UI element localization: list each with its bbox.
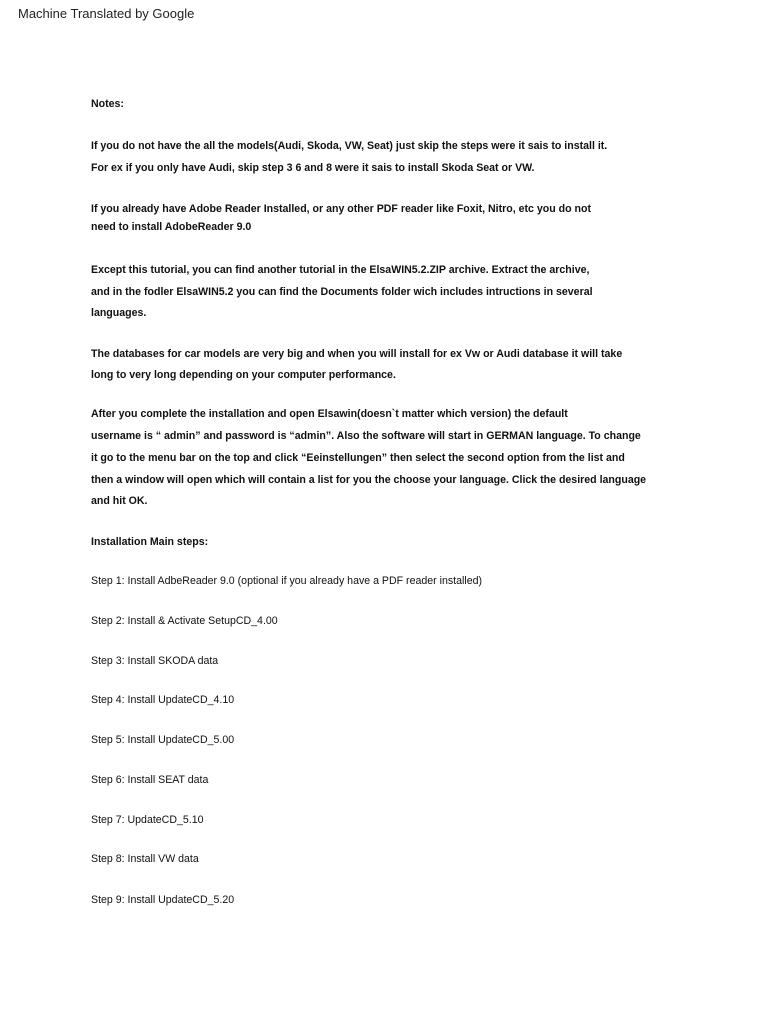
step-item: Step 8: Install VW data: [91, 853, 199, 865]
paragraph-line: and hit OK.: [91, 495, 148, 507]
paragraph-line: languages.: [91, 307, 147, 319]
paragraph-line: For ex if you only have Audi, skip step 3 6 and 8 were it sais to install Skoda Seat or VW.: [91, 162, 535, 174]
paragraph-line: it go to the menu bar on the top and click “Eeinstellungen” then select the second option from the list and: [91, 452, 625, 464]
paragraph-line: Except this tutorial, you can find another tutorial in the ElsaWIN5.2.ZIP archive. Extract the archive,: [91, 264, 590, 276]
step-item: Step 3: Install SKODA data: [91, 655, 219, 667]
paragraph-line: If you already have Adobe Reader Installed, or any other PDF reader like Foxit, Nitro, etc you do not: [91, 203, 591, 215]
step-item: Step 2: Install & Activate SetupCD_4.00: [91, 615, 278, 627]
step-item: Step 5: Install UpdateCD_5.00: [91, 734, 235, 746]
paragraph-line: After you complete the installation and open Elsawin(doesn`t matter which version) the default: [91, 408, 568, 420]
step-item: Step 7: UpdateCD_5.10: [91, 814, 204, 826]
paragraph-line: username is “ admin” and password is “admin”. Also the software will start in GERMAN language. To change: [91, 430, 641, 442]
machine-translated-header: Machine Translated by Google: [18, 6, 195, 21]
paragraph-line: and in the fodler ElsaWIN5.2 you can find the Documents folder wich includes intructions in several: [91, 286, 593, 298]
step-item: Step 1: Install AdbeReader 9.0 (optional if you already have a PDF reader installed): [91, 575, 483, 587]
step-item: Step 4: Install UpdateCD_4.10: [91, 694, 235, 706]
paragraph-line: The databases for car models are very big and when you will install for ex Vw or Audi database it will take: [91, 348, 623, 360]
paragraph-line: need to install AdobeReader 9.0: [91, 221, 252, 233]
paragraph-line: long to very long depending on your computer performance.: [91, 369, 396, 381]
paragraph-line: then a window will open which will contain a list for you the choose your language. Click the desired language: [91, 474, 647, 486]
step-item: Step 6: Install SEAT data: [91, 774, 209, 786]
installation-title: Installation Main steps:: [91, 536, 209, 548]
paragraph-line: If you do not have the all the models(Audi, Skoda, VW, Seat) just skip the steps were it sais to install it.: [91, 140, 608, 152]
step-item: Step 9: Install UpdateCD_5.20: [91, 894, 235, 906]
notes-title: Notes:: [91, 98, 124, 110]
